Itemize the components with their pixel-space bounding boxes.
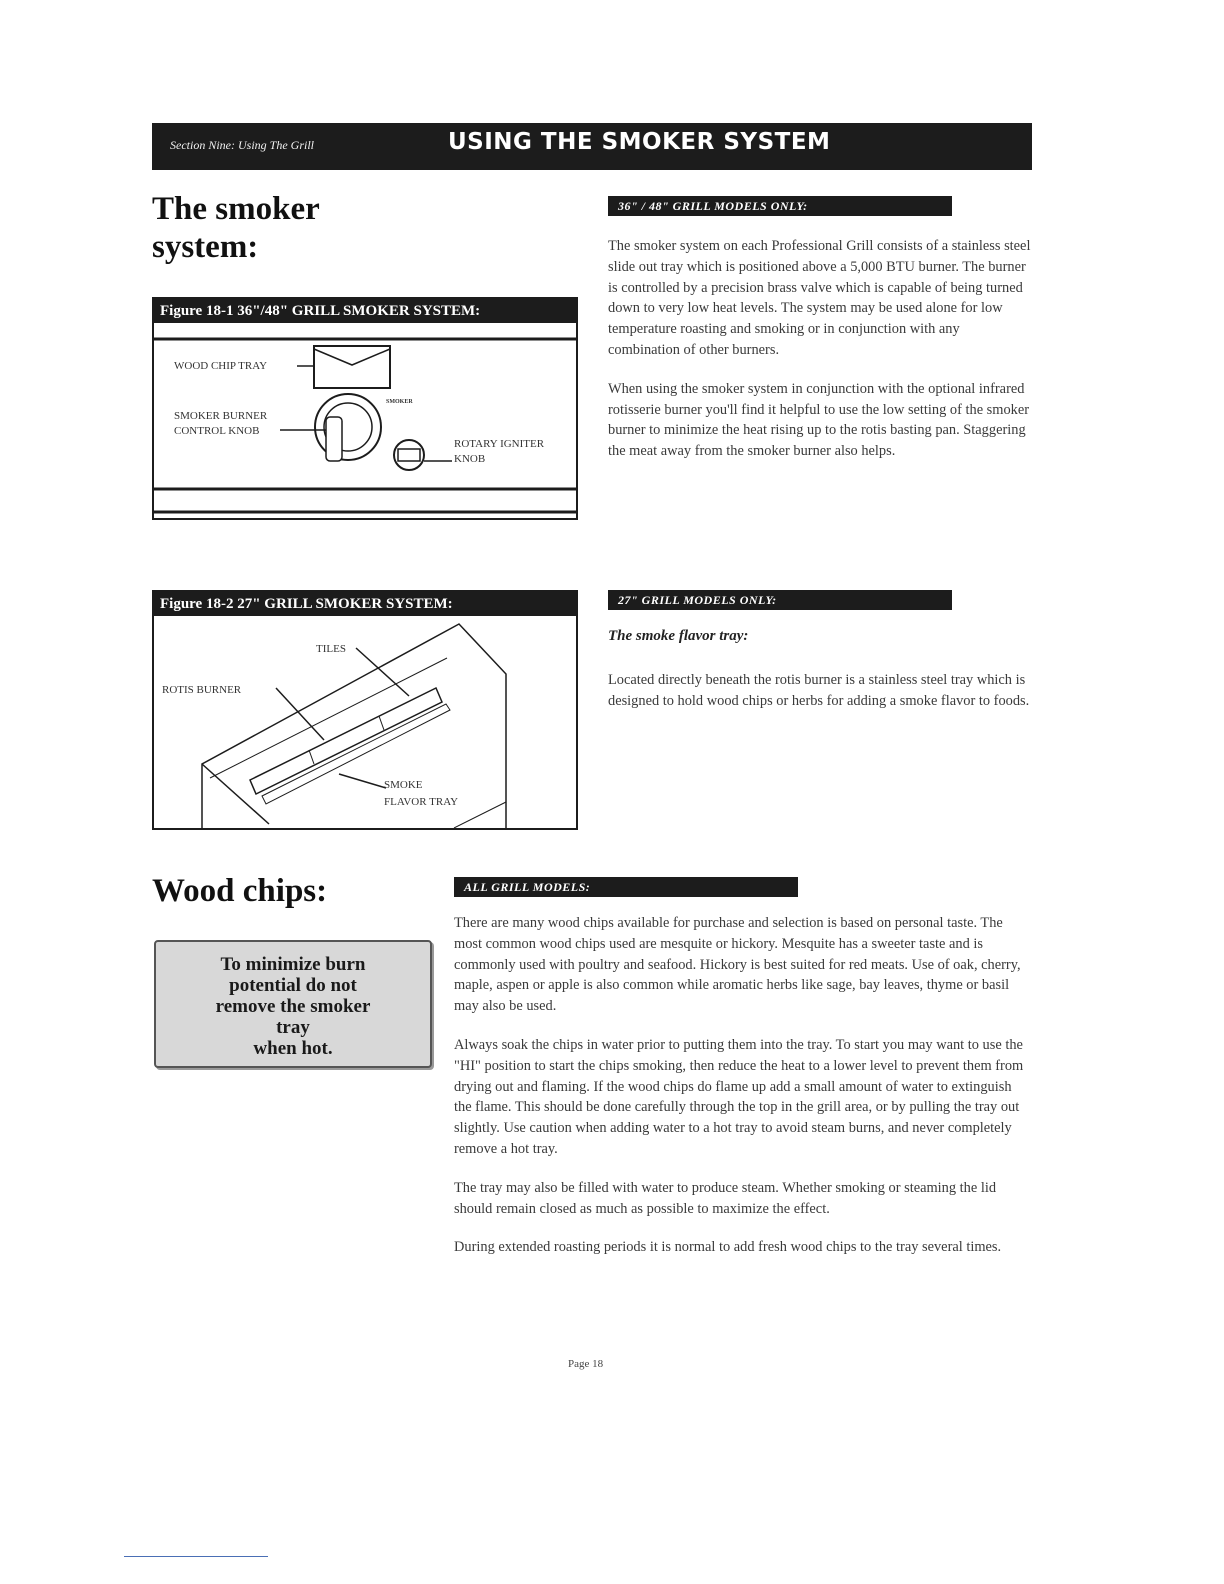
figure-18-2-drawing (154, 592, 576, 828)
figure-18-1-title: Figure 18-1 36"/48" GRILL SMOKER SYSTEM: (154, 299, 576, 323)
models-27-text (608, 670, 1032, 730)
paragraph: The smoker system on each Professional Grill consists of a stainless steel slide out tray which is positioned above a 5,000 BTU burner. The burner is controlled by a precision brass valve which is capable of being turned down to very low heat levels. The system may be used alone for low temperature roasting and smoking or in conjunction with any combination of other burners. (608, 238, 1031, 358)
paragraph: When using the smoker system in conjunction with the optional infrared rotisserie burner you'll find it helpful to use the low setting of the smoker burner to minimize the heat rising up to the rotis basting pan. Staggering the meat away from the smoker burner also helps. (608, 380, 1030, 460)
label-wood-chip-tray: WOOD CHIP TRAY (174, 360, 268, 372)
smoker-heading-line2: system: (152, 229, 259, 265)
models-27-label: 27" GRILL MODELS ONLY: (608, 590, 952, 610)
knob-marking: SMOKER (386, 399, 413, 405)
smoker-system-heading (152, 190, 320, 266)
label-smoker-burner: SMOKER BURNER (174, 410, 268, 422)
warning-line: potential do not (229, 975, 357, 996)
figure-18-1 (152, 297, 578, 520)
section-label: Section Nine: Using The Grill (170, 138, 314, 152)
burn-warning-text (156, 942, 430, 1059)
label-rotary-igniter: ROTARY IGNITER (454, 438, 545, 450)
wood-chips-text (454, 913, 1032, 1276)
burn-warning-box (154, 940, 432, 1068)
paragraph: Located directly beneath the rotis burner is a stainless steel tray which is designed to hold wood chips or herbs for adding a smoke flavor to foods. (608, 672, 1030, 709)
paragraph: There are many wood chips available for purchase and selection is based on personal taste. The most common wood chips used are mesquite or hickory. Mesquite has a sweeter taste and is commonly used with poultry and seafood. Hickory is best suited for red meats. Use of oak, cherry, maple, aspen or apple is also common while aromatic herbs like sage, bay leaves, thyme or basil may also be used. (454, 915, 1021, 1015)
paragraph: Always soak the chips in water prior to putting them into the tray. To start you may want to use the "HI" position to start the chips smoking, then reduce the heat to a lower level to prevent them from drying out and flaming. If the wood chips do flame up add a small amount of water to extinguish the flame. This should be done carefully through the top in the grill area, or by pulling the tray out slightly. Use caution when adding water to a hot tray to avoid steam burns, and never completely remove a hot tray. (454, 1036, 1024, 1157)
all-grill-models-label: ALL GRILL MODELS: (454, 877, 798, 897)
smoke-flavor-tray-subhead: The smoke flavor tray: (608, 628, 749, 644)
label-tiles: TILES (316, 643, 346, 655)
page-number: Page 18 (568, 1358, 604, 1370)
label-smoke: SMOKE (384, 779, 423, 791)
figure-18-2 (152, 590, 578, 830)
figure-18-1-drawing (154, 299, 576, 518)
paragraph: During extended roasting periods it is normal to add fresh wood chips to the tray several times. (454, 1239, 1002, 1256)
models-36-48-label: 36" / 48" GRILL MODELS ONLY: (608, 196, 952, 216)
warning-line: To minimize burn (220, 954, 366, 975)
footer-rule (124, 1556, 268, 1557)
page-title: USING THE SMOKER SYSTEM (448, 129, 831, 155)
models-36-48-text (608, 236, 1032, 480)
warning-line: remove the smoker (215, 996, 371, 1017)
wood-chips-heading: Wood chips: (152, 873, 328, 909)
paragraph: The tray may also be filled with water to produce steam. Whether smoking or steaming the lid should remain closed as much as possible to maximize the effect. (454, 1179, 997, 1217)
label-flavor-tray: FLAVOR TRAY (384, 796, 459, 808)
warning-line: tray (276, 1017, 310, 1038)
label-control-knob: CONTROL KNOB (174, 425, 260, 437)
figure-18-2-title: Figure 18-2 27" GRILL SMOKER SYSTEM: (154, 592, 576, 616)
smoker-heading-line1: The smoker (152, 191, 320, 227)
warning-line: when hot. (253, 1038, 333, 1059)
label-igniter-knob: KNOB (454, 453, 486, 465)
header-bar (152, 123, 1032, 170)
label-rotis-burner: ROTIS BURNER (162, 684, 242, 696)
